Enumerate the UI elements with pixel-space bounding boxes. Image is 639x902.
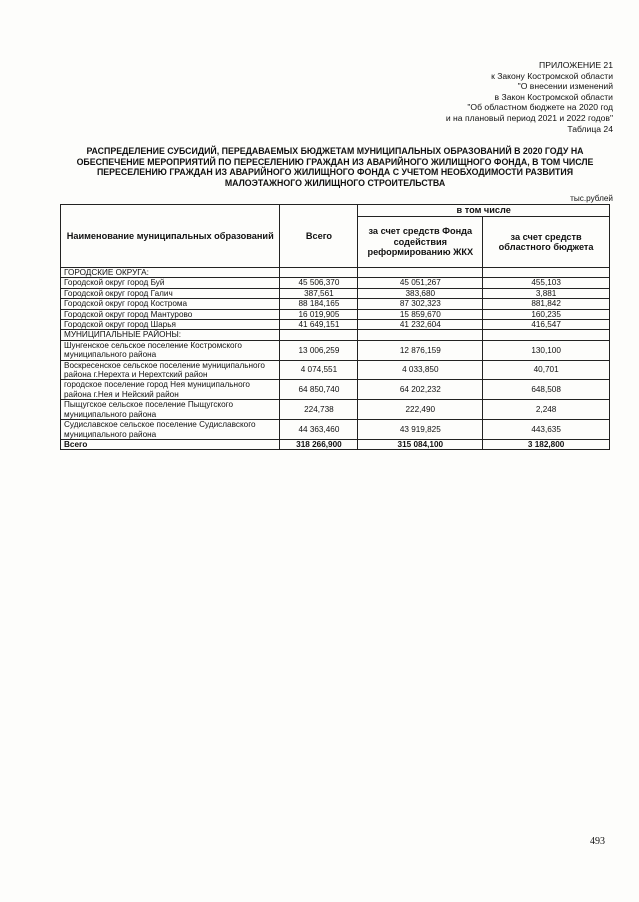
row-regional: 130,100 (483, 340, 610, 360)
row-total: 16 019,905 (280, 309, 358, 319)
total-row (61, 439, 610, 449)
row-name: Городской округ город Шарья (61, 320, 280, 330)
row-regional: 160,235 (483, 309, 610, 319)
row-name: Судиславское сельское поселение Судиславского муниципального района (61, 420, 280, 440)
row-total: 4 074,551 (280, 360, 358, 380)
row-regional: 881,842 (483, 299, 610, 309)
row-regional: 416,547 (483, 320, 610, 330)
header-fund: за счет средств Фонда содействия реформированию ЖКХ (358, 217, 483, 268)
table-row (61, 299, 610, 309)
table-row (61, 400, 610, 420)
row-fund: 4 033,850 (358, 360, 483, 380)
row-total: 13 006,259 (280, 340, 358, 360)
row-total: 64 850,740 (280, 380, 358, 400)
row-name: городское поселение город Нея муниципального района г.Нея и Нейский район (61, 380, 280, 400)
total-regional: 3 182,800 (483, 439, 610, 449)
subsidy-table (60, 204, 610, 450)
row-total: 44 363,460 (280, 420, 358, 440)
appendix-line: "О внесении изменений (517, 81, 613, 92)
row-fund: 43 919,825 (358, 420, 483, 440)
table-row (61, 309, 610, 319)
section-row (61, 330, 610, 340)
row-regional: 3,881 (483, 288, 610, 298)
row-total: 88 184,165 (280, 299, 358, 309)
header-name: Наименование муниципальных образований (61, 205, 280, 268)
appendix-line: "Об областном бюджете на 2020 год (467, 102, 613, 113)
section-label: ГОРОДСКИЕ ОКРУГА: (61, 268, 280, 278)
table-row (61, 320, 610, 330)
row-total: 41 649,151 (280, 320, 358, 330)
table-row (61, 340, 610, 360)
row-fund: 41 232,604 (358, 320, 483, 330)
page-number: 493 (590, 836, 605, 847)
section-row (61, 268, 610, 278)
row-total: 45 506,370 (280, 278, 358, 288)
table-row (61, 380, 610, 400)
row-fund: 45 051,267 (358, 278, 483, 288)
appendix-line: и на плановый период 2021 и 2022 годов" (445, 112, 613, 123)
row-regional: 40,701 (483, 360, 610, 380)
row-fund: 15 859,670 (358, 309, 483, 319)
appendix-line: в Закон Костромской области (494, 91, 613, 102)
table-row (61, 360, 610, 380)
header-regional: за счет средств областного бюджета (483, 217, 610, 268)
row-fund: 383,680 (358, 288, 483, 298)
table-row (61, 278, 610, 288)
appendix-line: Таблица 24 (567, 123, 613, 134)
row-name: Городской округ город Кострома (61, 299, 280, 309)
appendix-header (446, 60, 613, 134)
total-sum: 318 266,900 (280, 439, 358, 449)
row-name: Пыщугское сельское поселение Пыщугского муниципального района (61, 400, 280, 420)
header-including: в том числе (358, 205, 610, 217)
row-fund: 12 876,159 (358, 340, 483, 360)
row-name: Городской округ город Галич (61, 288, 280, 298)
row-regional: 2,248 (483, 400, 610, 420)
total-fund: 315 084,100 (358, 439, 483, 449)
row-name: Воскресенское сельское поселение муниципального района г.Нерехта и Нерехтский район (61, 360, 280, 380)
header-total: Всего (280, 205, 358, 268)
appendix-line: к Закону Костромской области (491, 70, 613, 81)
row-fund: 64 202,232 (358, 380, 483, 400)
document-title: РАСПРЕДЕЛЕНИЕ СУБСИДИЙ, ПЕРЕДАВАЕМЫХ БЮДЖЕТАМ МУНИЦИПАЛЬНЫХ ОБРАЗОВАНИЙ В 2020 ГОДУ НА ОБЕСПЕЧЕНИЕ МЕРОПРИЯТИЙ ПО ПЕРЕСЕЛЕНИЮ ГРАЖДАН ИЗ АВАРИЙНОГО ЖИЛИЩНОГО ФОНДА, В ТОМ ЧИСЛЕ ПЕРЕСЕЛЕНИЮ ГРАЖДАН ИЗ АВАРИЙНОГО ЖИЛИЩНОГО ФОНДА С УЧЕТОМ НЕОБХОДИМОСТИ РАЗВИТИЯ МАЛОЭТАЖНОГО ЖИЛИЩНОГО СТРОИТЕЛЬСТВА (76, 146, 594, 188)
row-fund: 222,490 (358, 400, 483, 420)
row-name: Городской округ город Буй (61, 278, 280, 288)
appendix-line: ПРИЛОЖЕНИЕ 21 (539, 60, 613, 70)
section-label: МУНИЦИПАЛЬНЫЕ РАЙОНЫ: (61, 330, 280, 340)
row-regional: 443,635 (483, 420, 610, 440)
row-regional: 648,508 (483, 380, 610, 400)
table-row (61, 420, 610, 440)
table-row (61, 288, 610, 298)
row-total: 387,561 (280, 288, 358, 298)
row-regional: 455,103 (483, 278, 610, 288)
row-name: Городской округ город Мантурово (61, 309, 280, 319)
row-fund: 87 302,323 (358, 299, 483, 309)
row-total: 224,738 (280, 400, 358, 420)
total-label: Всего (61, 439, 280, 449)
row-name: Шунгенское сельское поселение Костромского муниципального района (61, 340, 280, 360)
table-header-row (61, 205, 610, 217)
unit-label: тыс.рублей (570, 194, 613, 203)
